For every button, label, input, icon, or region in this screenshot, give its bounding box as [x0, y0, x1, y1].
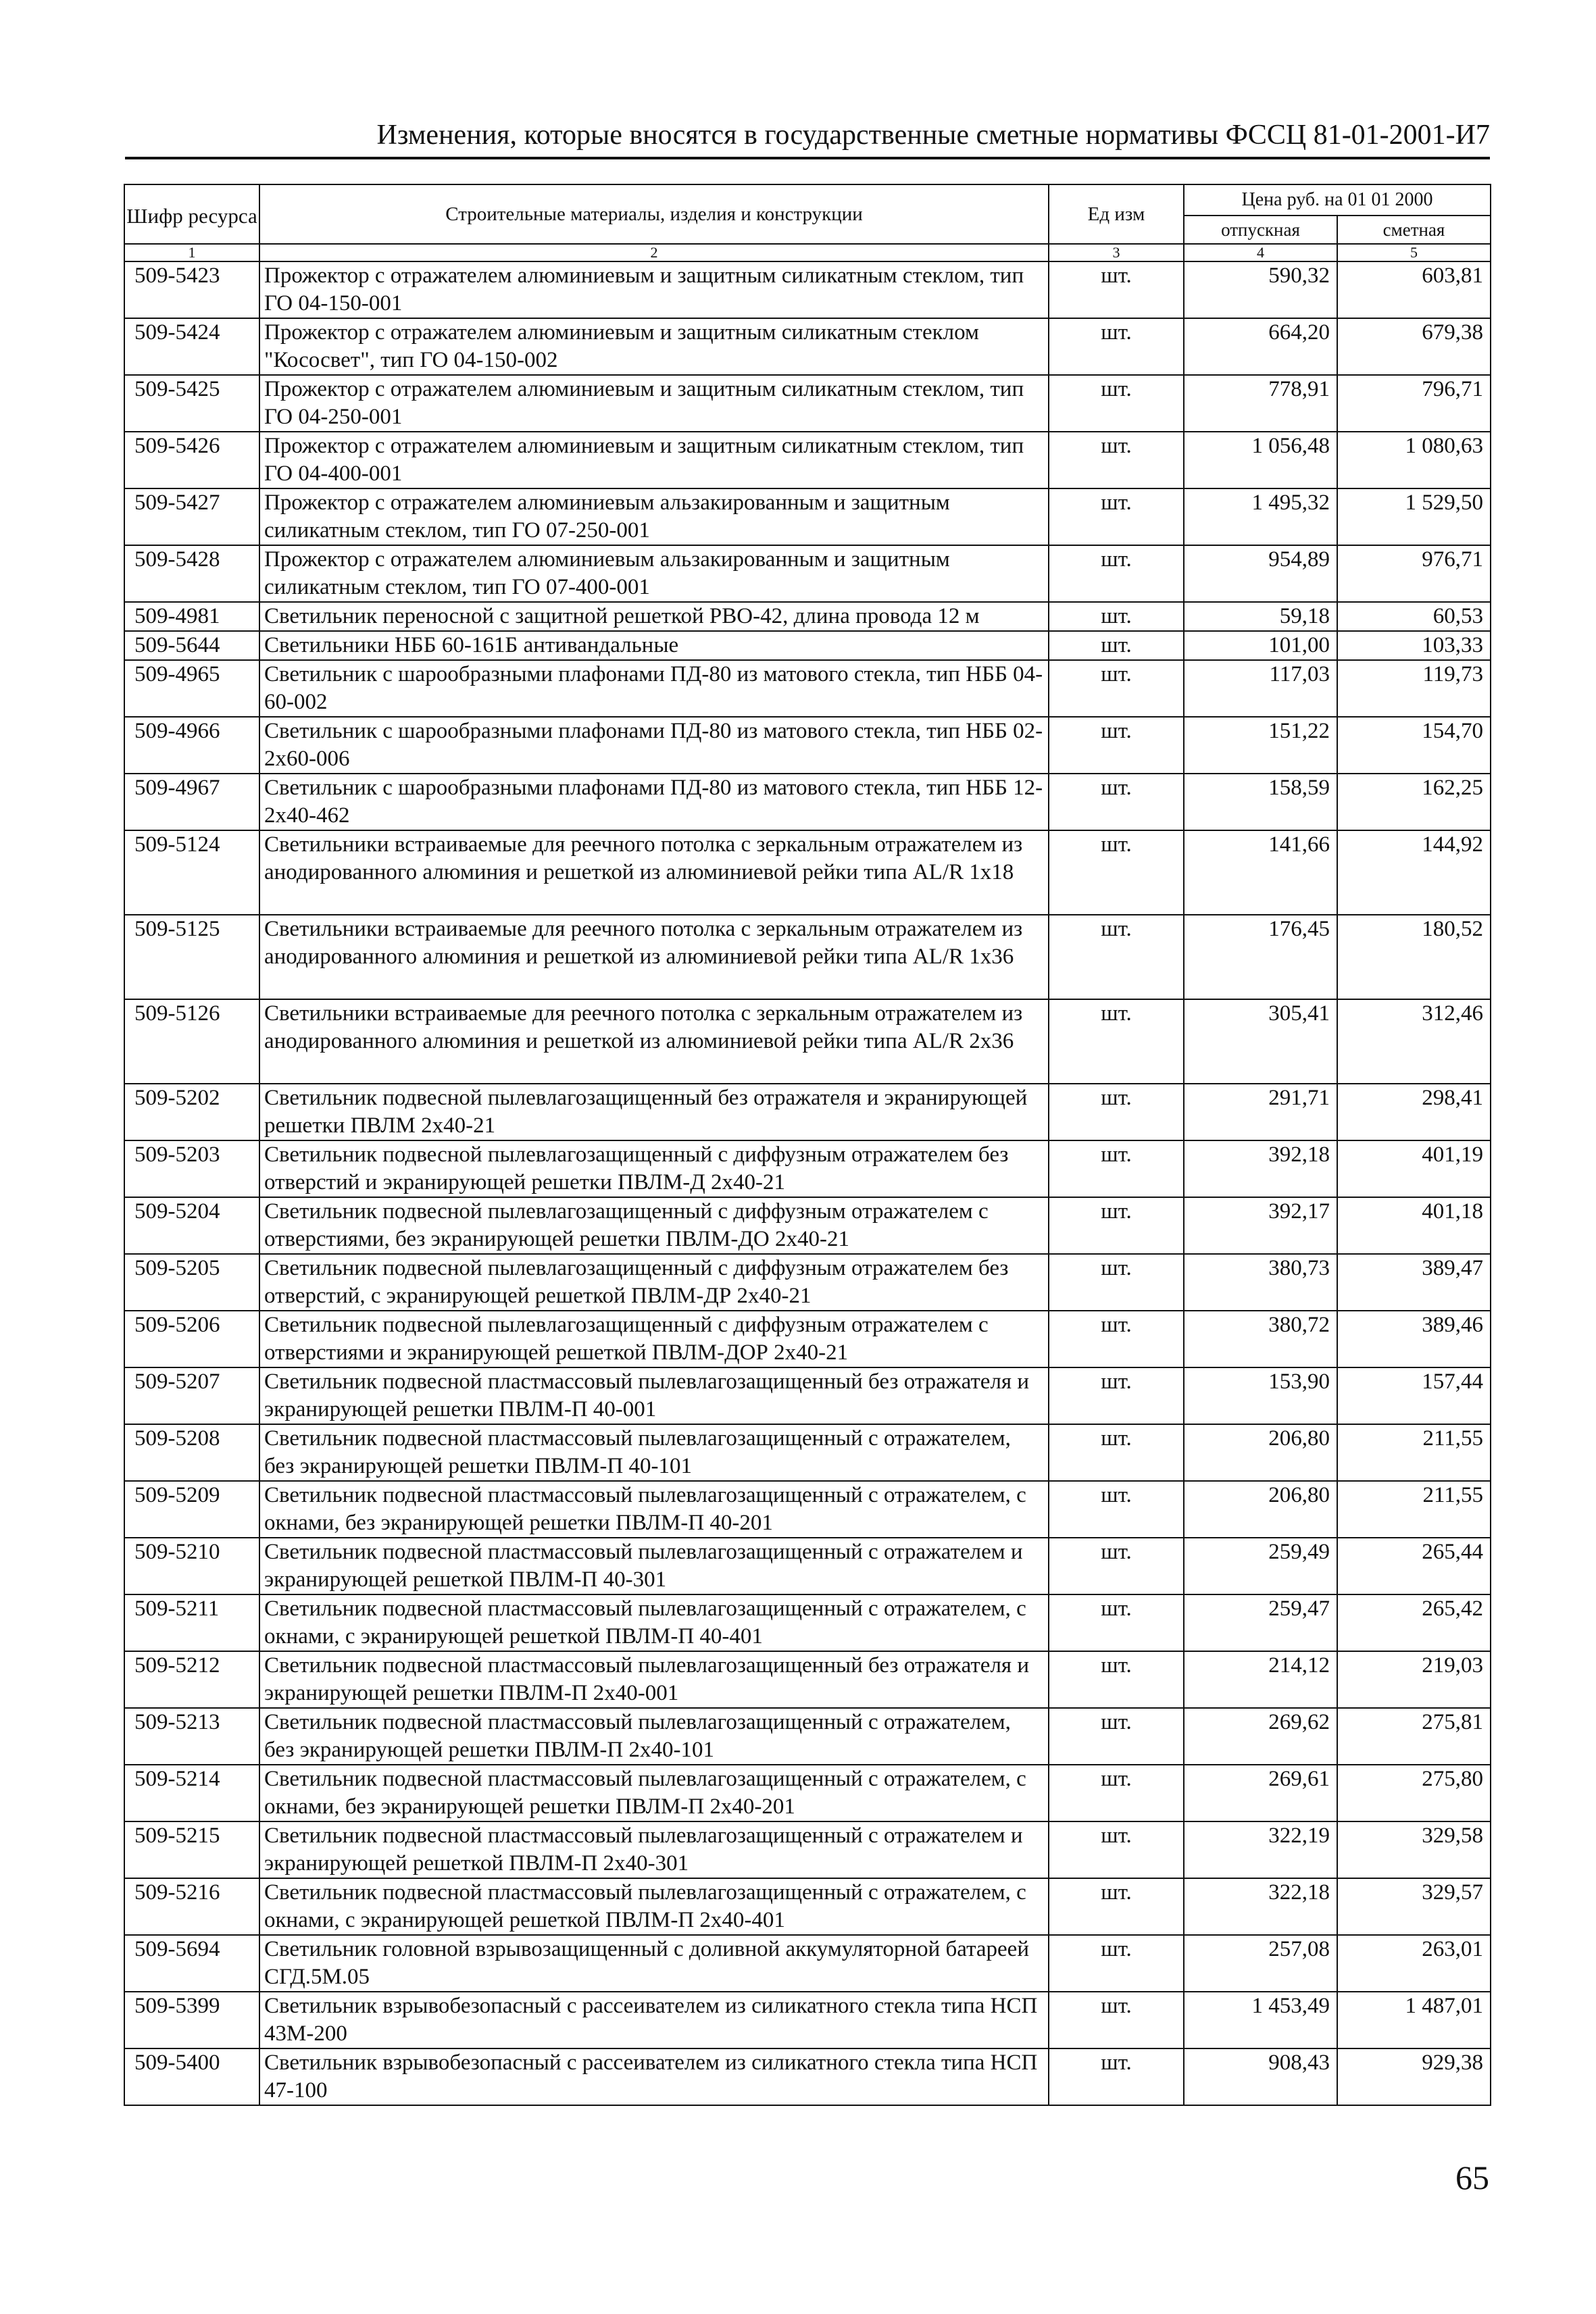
table-row	[124, 717, 1491, 774]
table-row	[124, 488, 1491, 545]
material-name-cell: Светильник подвесной пластмассовый пылевлагозащищенный с отражателем и экранирующей решеткой ПВЛМ-П 40-301	[259, 1538, 1049, 1594]
release-price-cell: 305,41	[1184, 999, 1337, 1084]
unit-cell: шт.	[1049, 318, 1184, 375]
table-row	[124, 1481, 1491, 1538]
resource-code-cell: 509-5124	[124, 830, 259, 915]
resource-code-cell: 509-5399	[124, 1992, 259, 2048]
table-row	[124, 1538, 1491, 1594]
table-row	[124, 1140, 1491, 1197]
column-number: 4	[1184, 244, 1337, 261]
material-name-cell: Светильники встраиваемые для реечного потолка с зеркальным отражателем из анодированного алюминия и решеткой из алюминиевой рейки типа AL/R 1х18	[259, 830, 1049, 915]
resource-code-cell: 509-5216	[124, 1878, 259, 1935]
table-row	[124, 602, 1491, 631]
header-estimate-price: сметная	[1337, 216, 1491, 244]
estimate-price-cell: 157,44	[1337, 1367, 1491, 1424]
estimate-price-cell: 1 529,50	[1337, 488, 1491, 545]
estimate-price-cell: 263,01	[1337, 1935, 1491, 1992]
table-row	[124, 830, 1491, 915]
table-row	[124, 545, 1491, 602]
header-release-price: отпускная	[1184, 216, 1337, 244]
unit-cell: шт.	[1049, 1424, 1184, 1481]
resource-code-cell: 509-5206	[124, 1311, 259, 1367]
unit-cell: шт.	[1049, 915, 1184, 999]
resource-code-cell: 509-5400	[124, 2048, 259, 2105]
resource-code-cell: 509-5213	[124, 1708, 259, 1765]
material-name-cell: Светильник подвесной пластмассовый пылевлагозащищенный без отражателя и экранирующей решетки ПВЛМ-П 40-001	[259, 1367, 1049, 1424]
table-row	[124, 631, 1491, 660]
release-price-cell: 269,61	[1184, 1765, 1337, 1821]
table-row	[124, 1708, 1491, 1765]
table-row	[124, 999, 1491, 1084]
header-unit: Ед изм	[1049, 184, 1184, 244]
release-price-cell: 291,71	[1184, 1084, 1337, 1140]
table-row	[124, 660, 1491, 717]
estimate-price-cell: 211,55	[1337, 1424, 1491, 1481]
header-name: Строительные материалы, изделия и конструкции	[259, 184, 1049, 244]
resource-code-cell: 509-5644	[124, 631, 259, 660]
resource-code-cell: 509-4966	[124, 717, 259, 774]
release-price-cell: 214,12	[1184, 1651, 1337, 1708]
page-number: 65	[1455, 2159, 1489, 2196]
resource-code-cell: 509-5205	[124, 1254, 259, 1311]
unit-cell: шт.	[1049, 375, 1184, 432]
unit-cell: шт.	[1049, 660, 1184, 717]
material-name-cell: Светильники встраиваемые для реечного потолка с зеркальным отражателем из анодированного алюминия и решеткой из алюминиевой рейки типа AL/R 2х36	[259, 999, 1049, 1084]
header-code: Шифр ресурса	[124, 184, 259, 244]
resource-code-cell: 509-4981	[124, 602, 259, 631]
unit-cell: шт.	[1049, 1878, 1184, 1935]
material-name-cell: Светильник подвесной пылевлагозащищенный без отражателя и экранирующей решетки ПВЛМ 2х40-21	[259, 1084, 1049, 1140]
release-price-cell: 380,73	[1184, 1254, 1337, 1311]
resource-code-cell: 509-5126	[124, 999, 259, 1084]
material-name-cell: Светильник с шарообразными плафонами ПД-80 из матового стекла, тип НББ 12-2х40-462	[259, 774, 1049, 830]
material-name-cell: Светильники встраиваемые для реечного потолка с зеркальным отражателем из анодированного алюминия и решеткой из алюминиевой рейки типа AL/R 1х36	[259, 915, 1049, 999]
unit-cell: шт.	[1049, 602, 1184, 631]
release-price-cell: 380,72	[1184, 1311, 1337, 1367]
resource-code-cell: 509-5694	[124, 1935, 259, 1992]
estimate-price-cell: 329,57	[1337, 1878, 1491, 1935]
estimate-price-cell: 976,71	[1337, 545, 1491, 602]
release-price-cell: 153,90	[1184, 1367, 1337, 1424]
unit-cell: шт.	[1049, 1594, 1184, 1651]
estimate-price-cell: 119,73	[1337, 660, 1491, 717]
material-name-cell: Светильник подвесной пластмассовый пылевлагозащищенный с отражателем, без экранирующей решетки ПВЛМ-П 40-101	[259, 1424, 1049, 1481]
table-row	[124, 432, 1491, 488]
resource-code-cell: 509-5426	[124, 432, 259, 488]
material-name-cell: Светильник подвесной пластмассовый пылевлагозащищенный с отражателем, без экранирующей решетки ПВЛМ-П 2х40-101	[259, 1708, 1049, 1765]
unit-cell: шт.	[1049, 1140, 1184, 1197]
resource-code-cell: 509-5212	[124, 1651, 259, 1708]
unit-cell: шт.	[1049, 432, 1184, 488]
unit-cell: шт.	[1049, 1935, 1184, 1992]
resource-code-cell: 509-5425	[124, 375, 259, 432]
release-price-cell: 1 056,48	[1184, 432, 1337, 488]
release-price-cell: 1 453,49	[1184, 1992, 1337, 2048]
unit-cell: шт.	[1049, 1538, 1184, 1594]
resource-code-cell: 509-5215	[124, 1821, 259, 1878]
unit-cell: шт.	[1049, 999, 1184, 1084]
release-price-cell: 259,47	[1184, 1594, 1337, 1651]
estimate-price-cell: 219,03	[1337, 1651, 1491, 1708]
unit-cell: шт.	[1049, 1765, 1184, 1821]
material-name-cell: Светильник переносной с защитной решеткой РВО-42, длина провода 12 м	[259, 602, 1049, 631]
table-row	[124, 2048, 1491, 2105]
estimate-price-cell: 401,19	[1337, 1140, 1491, 1197]
material-name-cell: Светильник с шарообразными плафонами ПД-80 из матового стекла, тип НББ 02-2х60-006	[259, 717, 1049, 774]
material-name-cell: Светильник подвесной пылевлагозащищенный с диффузным отражателем без отверстий, с экранирующей решеткой ПВЛМ-ДР 2х40-21	[259, 1254, 1049, 1311]
table-row	[124, 1992, 1491, 2048]
release-price-cell: 322,18	[1184, 1878, 1337, 1935]
estimate-price-cell: 389,47	[1337, 1254, 1491, 1311]
material-name-cell: Прожектор с отражателем алюминиевым альзакированным и защитным силикатным стеклом, тип ГО 07-250-001	[259, 488, 1049, 545]
estimate-price-cell: 162,25	[1337, 774, 1491, 830]
column-number: 5	[1337, 244, 1491, 261]
resource-code-cell: 509-5428	[124, 545, 259, 602]
resource-code-cell: 509-5204	[124, 1197, 259, 1254]
resource-code-cell: 509-5208	[124, 1424, 259, 1481]
unit-cell: шт.	[1049, 488, 1184, 545]
price-table	[124, 184, 1491, 2106]
estimate-price-cell: 401,18	[1337, 1197, 1491, 1254]
material-name-cell: Прожектор с отражателем алюминиевым и защитным силикатным стеклом, тип ГО 04-250-001	[259, 375, 1049, 432]
column-number-row	[124, 244, 1491, 261]
estimate-price-cell: 180,52	[1337, 915, 1491, 999]
table-row	[124, 1084, 1491, 1140]
material-name-cell: Светильник подвесной пластмассовый пылевлагозащищенный с отражателем, с окнами, с экранирующей решеткой ПВЛМ-П 40-401	[259, 1594, 1049, 1651]
estimate-price-cell: 603,81	[1337, 261, 1491, 318]
estimate-price-cell: 60,53	[1337, 602, 1491, 631]
estimate-price-cell: 1 080,63	[1337, 432, 1491, 488]
resource-code-cell: 509-5424	[124, 318, 259, 375]
estimate-price-cell: 929,38	[1337, 2048, 1491, 2105]
material-name-cell: Светильник подвесной пластмассовый пылевлагозащищенный с отражателем, с окнами, без экранирующей решетки ПВЛМ-П 40-201	[259, 1481, 1049, 1538]
estimate-price-cell: 275,81	[1337, 1708, 1491, 1765]
resource-code-cell: 509-4967	[124, 774, 259, 830]
material-name-cell: Светильник подвесной пластмассовый пылевлагозащищенный без отражателя и экранирующей решетки ПВЛМ-П 2х40-001	[259, 1651, 1049, 1708]
resource-code-cell: 509-5125	[124, 915, 259, 999]
material-name-cell: Светильник подвесной пластмассовый пылевлагозащищенный с отражателем, с окнами, без экранирующей решетки ПВЛМ-П 2х40-201	[259, 1765, 1049, 1821]
material-name-cell: Светильник с шарообразными плафонами ПД-80 из матового стекла, тип НББ 04-60-002	[259, 660, 1049, 717]
release-price-cell: 590,32	[1184, 261, 1337, 318]
estimate-price-cell: 329,58	[1337, 1821, 1491, 1878]
table-row	[124, 1311, 1491, 1367]
release-price-cell: 257,08	[1184, 1935, 1337, 1992]
estimate-price-cell: 144,92	[1337, 830, 1491, 915]
unit-cell: шт.	[1049, 1311, 1184, 1367]
table-row	[124, 1594, 1491, 1651]
table-row	[124, 1424, 1491, 1481]
resource-code-cell: 509-5427	[124, 488, 259, 545]
resource-code-cell: 509-5211	[124, 1594, 259, 1651]
table-row	[124, 1821, 1491, 1878]
release-price-cell: 392,18	[1184, 1140, 1337, 1197]
column-number: 1	[124, 244, 259, 261]
material-name-cell: Светильник подвесной пластмассовый пылевлагозащищенный с отражателем, с окнами, с экранирующей решеткой ПВЛМ-П 2х40-401	[259, 1878, 1049, 1935]
table-row	[124, 1254, 1491, 1311]
unit-cell: шт.	[1049, 717, 1184, 774]
header-price-group: Цена руб. на 01 01 2000	[1184, 184, 1491, 216]
estimate-price-cell: 679,38	[1337, 318, 1491, 375]
unit-cell: шт.	[1049, 830, 1184, 915]
material-name-cell: Светильник подвесной пылевлагозащищенный с диффузным отражателем с отверстиями, без экранирующей решетки ПВЛМ-ДО 2х40-21	[259, 1197, 1049, 1254]
release-price-cell: 158,59	[1184, 774, 1337, 830]
resource-code-cell: 509-4965	[124, 660, 259, 717]
estimate-price-cell: 275,80	[1337, 1765, 1491, 1821]
unit-cell: шт.	[1049, 774, 1184, 830]
table-row	[124, 1197, 1491, 1254]
material-name-cell: Светильник подвесной пластмассовый пылевлагозащищенный с отражателем и экранирующей решеткой ПВЛМ-П 2х40-301	[259, 1821, 1049, 1878]
release-price-cell: 176,45	[1184, 915, 1337, 999]
release-price-cell: 101,00	[1184, 631, 1337, 660]
material-name-cell: Светильники НББ 60-161Б антивандальные	[259, 631, 1049, 660]
column-number: 2	[259, 244, 1049, 261]
unit-cell: шт.	[1049, 1481, 1184, 1538]
column-number: 3	[1049, 244, 1184, 261]
estimate-price-cell: 298,41	[1337, 1084, 1491, 1140]
resource-code-cell: 509-5423	[124, 261, 259, 318]
estimate-price-cell: 1 487,01	[1337, 1992, 1491, 2048]
estimate-price-cell: 312,46	[1337, 999, 1491, 1084]
release-price-cell: 908,43	[1184, 2048, 1337, 2105]
material-name-cell: Прожектор с отражателем алюминиевым и защитным силикатным стеклом, тип ГО 04-400-001	[259, 432, 1049, 488]
unit-cell: шт.	[1049, 1708, 1184, 1765]
material-name-cell: Светильник головной взрывозащищенный с доливной аккумуляторной батареей СГД.5М.05	[259, 1935, 1049, 1992]
release-price-cell: 322,19	[1184, 1821, 1337, 1878]
resource-code-cell: 509-5203	[124, 1140, 259, 1197]
resource-code-cell: 509-5214	[124, 1765, 259, 1821]
release-price-cell: 206,80	[1184, 1424, 1337, 1481]
resource-code-cell: 509-5209	[124, 1481, 259, 1538]
header-rule	[125, 157, 1490, 159]
unit-cell: шт.	[1049, 1821, 1184, 1878]
material-name-cell: Прожектор с отражателем алюминиевым альзакированным и защитным силикатным стеклом, тип ГО 07-400-001	[259, 545, 1049, 602]
estimate-price-cell: 796,71	[1337, 375, 1491, 432]
table-row	[124, 774, 1491, 830]
unit-cell: шт.	[1049, 1197, 1184, 1254]
estimate-price-cell: 211,55	[1337, 1481, 1491, 1538]
release-price-cell: 206,80	[1184, 1481, 1337, 1538]
price-table-body	[124, 261, 1491, 2105]
table-row	[124, 261, 1491, 318]
material-name-cell: Светильник подвесной пылевлагозащищенный с диффузным отражателем с отверстиями и экранирующей решеткой ПВЛМ-ДОР 2х40-21	[259, 1311, 1049, 1367]
table-row	[124, 1651, 1491, 1708]
release-price-cell: 392,17	[1184, 1197, 1337, 1254]
estimate-price-cell: 265,44	[1337, 1538, 1491, 1594]
material-name-cell: Прожектор с отражателем алюминиевым и защитным силикатным стеклом "Кососвет", тип ГО 04-150-002	[259, 318, 1049, 375]
release-price-cell: 954,89	[1184, 545, 1337, 602]
release-price-cell: 664,20	[1184, 318, 1337, 375]
table-row	[124, 318, 1491, 375]
estimate-price-cell: 103,33	[1337, 631, 1491, 660]
table-row	[124, 1878, 1491, 1935]
resource-code-cell: 509-5207	[124, 1367, 259, 1424]
material-name-cell: Светильник подвесной пылевлагозащищенный с диффузным отражателем без отверстий и экранирующей решетки ПВЛМ-Д 2х40-21	[259, 1140, 1049, 1197]
table-row	[124, 915, 1491, 999]
unit-cell: шт.	[1049, 1084, 1184, 1140]
resource-code-cell: 509-5202	[124, 1084, 259, 1140]
resource-code-cell: 509-5210	[124, 1538, 259, 1594]
material-name-cell: Светильник взрывобезопасный с рассеивателем из силикатного стекла типа НСП 47-100	[259, 2048, 1049, 2105]
page-header-title: Изменения, которые вносятся в государственные сметные нормативы ФССЦ 81-01-2001-И7	[376, 120, 1490, 151]
unit-cell: шт.	[1049, 631, 1184, 660]
estimate-price-cell: 265,42	[1337, 1594, 1491, 1651]
release-price-cell: 151,22	[1184, 717, 1337, 774]
release-price-cell: 141,66	[1184, 830, 1337, 915]
unit-cell: шт.	[1049, 1992, 1184, 2048]
price-table-header	[124, 184, 1491, 261]
table-row	[124, 1765, 1491, 1821]
unit-cell: шт.	[1049, 545, 1184, 602]
unit-cell: шт.	[1049, 261, 1184, 318]
release-price-cell: 259,49	[1184, 1538, 1337, 1594]
release-price-cell: 778,91	[1184, 375, 1337, 432]
release-price-cell: 1 495,32	[1184, 488, 1337, 545]
release-price-cell: 117,03	[1184, 660, 1337, 717]
table-row	[124, 1935, 1491, 1992]
estimate-price-cell: 154,70	[1337, 717, 1491, 774]
release-price-cell: 59,18	[1184, 602, 1337, 631]
table-row	[124, 375, 1491, 432]
unit-cell: шт.	[1049, 2048, 1184, 2105]
material-name-cell: Светильник взрывобезопасный с рассеивателем из силикатного стекла типа НСП 43М-200	[259, 1992, 1049, 2048]
release-price-cell: 269,62	[1184, 1708, 1337, 1765]
unit-cell: шт.	[1049, 1651, 1184, 1708]
estimate-price-cell: 389,46	[1337, 1311, 1491, 1367]
unit-cell: шт.	[1049, 1367, 1184, 1424]
material-name-cell: Прожектор с отражателем алюминиевым и защитным силикатным стеклом, тип ГО 04-150-001	[259, 261, 1049, 318]
unit-cell: шт.	[1049, 1254, 1184, 1311]
table-row	[124, 1367, 1491, 1424]
